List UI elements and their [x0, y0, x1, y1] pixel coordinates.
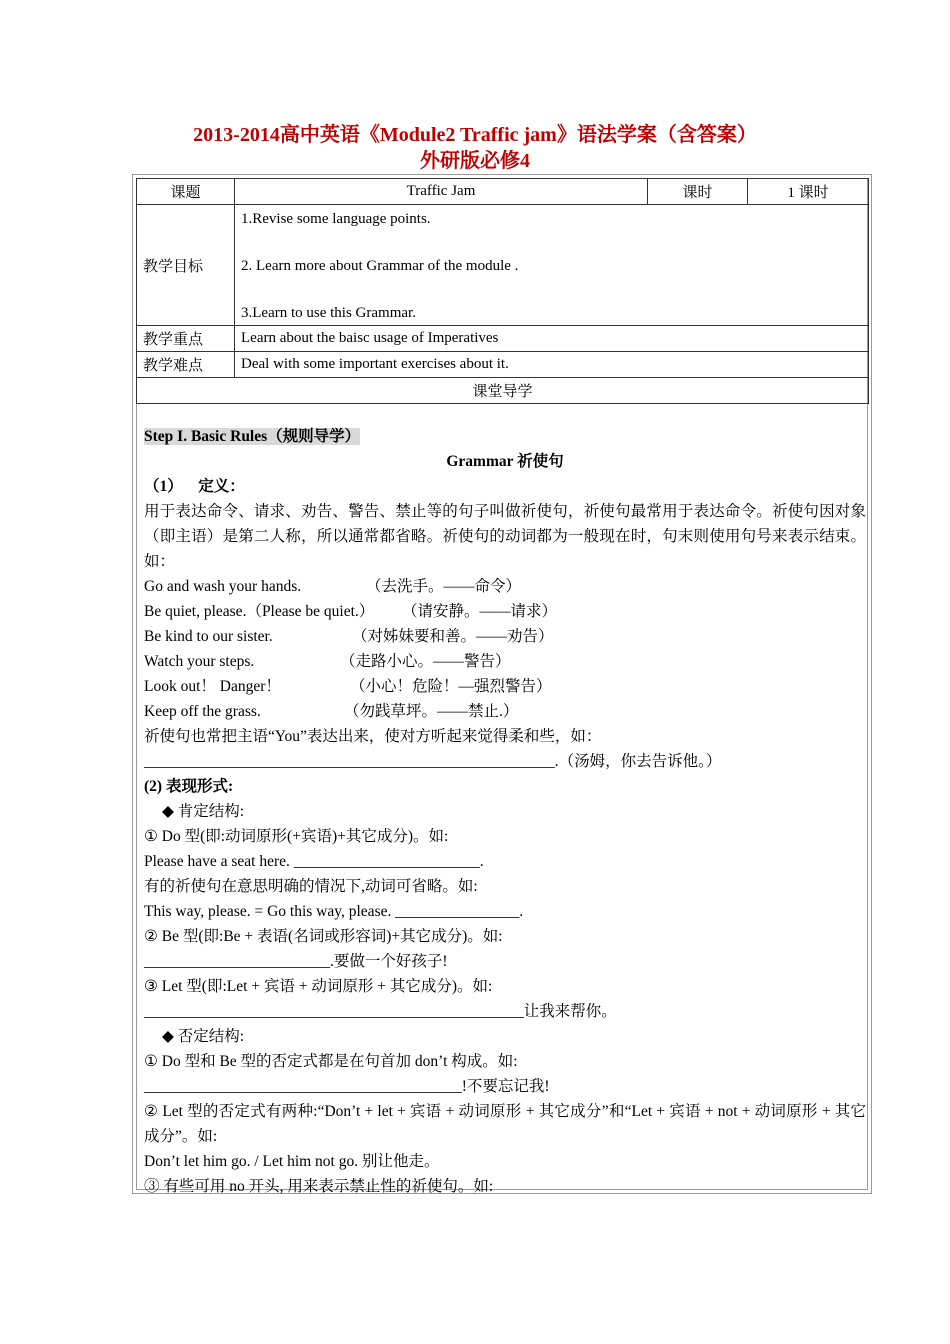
- difficulty-value: Deal with some important exercises about it.: [235, 352, 869, 378]
- goal-item: 1.Revise some language points.: [241, 211, 431, 227]
- be-type-example: ________________________.要做一个好孩子!: [144, 953, 448, 970]
- example-row: [144, 599, 866, 624]
- do-type-rule: ① Do 型(即:动词原形(+宾语)+其它成分)。如:: [144, 828, 449, 845]
- example-row: [144, 574, 866, 599]
- lesson-content: [144, 424, 866, 1199]
- forms-heading: (2) 表现形式:: [144, 778, 234, 795]
- example-en: Watch your steps.: [144, 653, 255, 670]
- let-type-rule: ③ Let 型(即:Let + 宾语 + 动词原形 + 其它成分)。如:: [144, 978, 493, 995]
- example-en: Look out！ Danger！: [144, 678, 281, 695]
- negative-rule-1: ① Do 型和 Be 型的否定式都是在句首加 don’t 构成。如:: [144, 1053, 518, 1070]
- step-heading: Step I. Basic Rules（规则导学）: [144, 428, 361, 445]
- example-row: [144, 649, 866, 674]
- be-type-rule: ② Be 型(即:Be + 表语(名词或形容词)+其它成分)。如:: [144, 928, 503, 945]
- example-zh: （勿践草坪。——禁止.）: [344, 703, 519, 720]
- example-row: [144, 624, 866, 649]
- key-label: 教学重点: [137, 326, 235, 352]
- document-title: 2013-2014高中英语《Module2 Traffic jam》语法学案（含答案）: [193, 124, 757, 146]
- negative-heading: ◆ 否定结构:: [162, 1028, 245, 1045]
- example-zh: （小心！危险！—强烈警告）: [350, 678, 552, 695]
- definition-text: 用于表达命令、请求、劝告、警告、禁止等的句子叫做祈使句，祈使句最常用于表达命令。祈使句因对象（即主语）是第二人称，所以通常都省略。祈使句的动词都为一般现在时，句末则使用句号来表示结束。如：: [144, 503, 866, 570]
- lesson-info-table: [136, 178, 869, 404]
- negative-example-1: _________________________________________!不要忘记我!: [144, 1078, 550, 1095]
- definition-number: （1）: [144, 478, 183, 495]
- negative-rule-2: ② Let 型的否定式有两种:“Don’t + let + 宾语 + 动词原形 + 其它成分”和“Let + 宾语 + not + 动词原形 + 其它成分”。如:: [144, 1103, 866, 1145]
- topic-label: 课题: [137, 179, 235, 205]
- omit-rule: 有的祈使句在意思明确的情况下,动词可省略。如:: [144, 878, 478, 895]
- affirmative-heading: ◆ 肯定结构:: [162, 803, 245, 820]
- difficulty-label: 教学难点: [137, 352, 235, 378]
- goal-item: 3.Learn to use this Grammar.: [241, 305, 416, 321]
- period-value: 1 课时: [748, 179, 869, 205]
- guide-heading: 课堂导学: [137, 378, 869, 404]
- definition-label: 定义：: [198, 478, 245, 495]
- example-row: [144, 699, 866, 724]
- example-zh: （对姊妹要和善。——劝告）: [352, 628, 554, 645]
- example-zh: （请安静。——请求）: [402, 603, 558, 620]
- example-en: Go and wash your hands.: [144, 578, 302, 595]
- do-type-example: Please have a seat here. ________________________.: [144, 853, 484, 870]
- omit-example: This way, please. = Go this way, please. ________________.: [144, 903, 524, 920]
- period-label: 课时: [648, 179, 748, 205]
- example-row: [144, 674, 866, 699]
- topic-value: Traffic Jam: [235, 179, 648, 205]
- key-value: Learn about the baisc usage of Imperatives: [235, 326, 869, 352]
- you-subject-blank: _____________________________________________________.（汤姆，你去告诉他。）: [144, 753, 722, 770]
- document-subtitle: 外研版必修4: [420, 150, 530, 172]
- goal-item: 2. Learn more about Grammar of the module .: [241, 258, 519, 274]
- definition-heading: [144, 474, 866, 499]
- example-en: Be quiet, please.（Please be quiet.）: [144, 603, 375, 620]
- negative-example-2: Don’t let him go. / Let him not go. 别让他走。: [144, 1153, 440, 1170]
- grammar-heading: Grammar 祈使句: [446, 453, 564, 470]
- goals-label: 教学目标: [137, 205, 235, 326]
- let-type-example: _________________________________________________让我来帮你。: [144, 1003, 617, 1020]
- goals-cell: [235, 205, 869, 326]
- you-subject-text: 祈使句也常把主语“You”表达出来，使对方听起来觉得柔和些，如：: [144, 728, 602, 745]
- example-zh: （去洗手。——命令）: [366, 578, 522, 595]
- example-en: Be kind to our sister.: [144, 628, 273, 645]
- example-en: Keep off the grass.: [144, 703, 261, 720]
- example-zh: （走路小心。——警告）: [340, 653, 511, 670]
- negative-rule-3: ③ 有些可用 no 开头, 用来表示禁止性的祈使句。如:: [144, 1178, 494, 1195]
